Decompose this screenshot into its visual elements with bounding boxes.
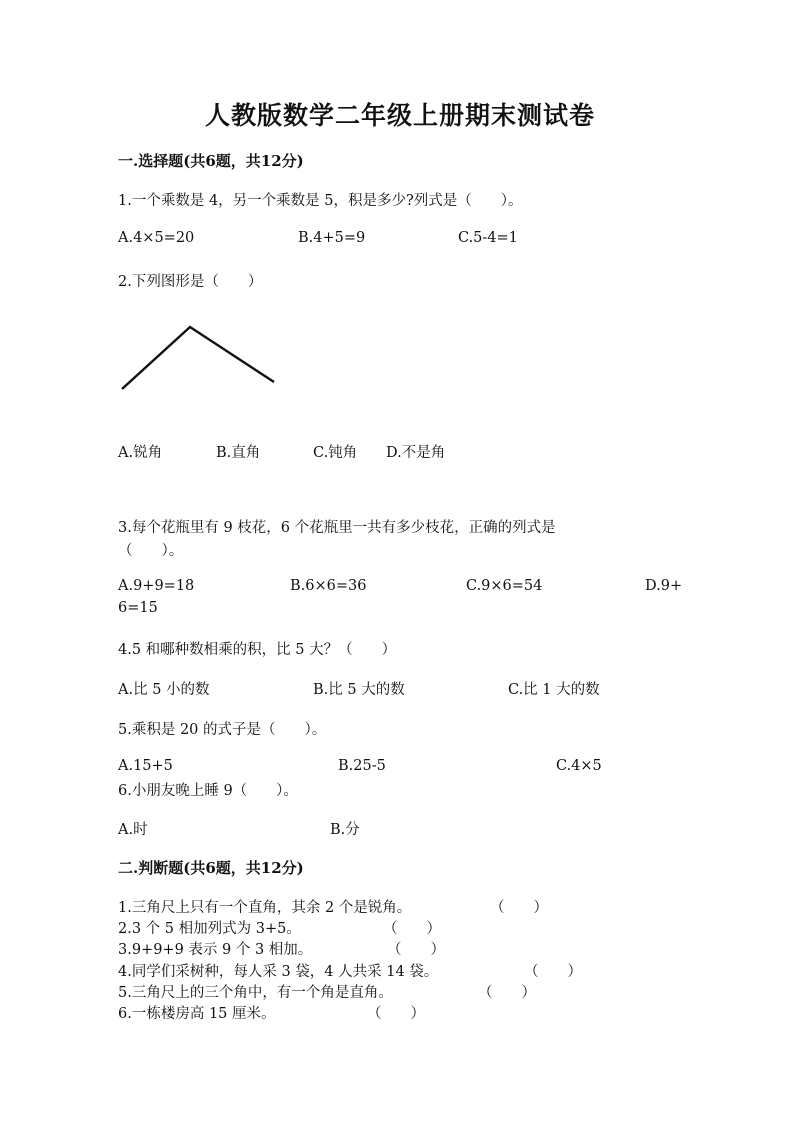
- q4-option-c: C.比 1 大的数: [508, 682, 600, 698]
- judgement-item: 5.三角尺上的三个角中，有一个角是直角。: [118, 985, 393, 1001]
- q6-option-a: A.时: [118, 822, 148, 838]
- answer-paren: （ ）: [524, 964, 582, 980]
- q5-option-c: C.4×5: [556, 758, 602, 774]
- q4-option-b: B.比 5 大的数: [313, 682, 405, 698]
- q2-option-d: D.不是角: [386, 445, 446, 461]
- angle-figure: [118, 322, 278, 394]
- answer-paren: （ ）: [387, 942, 445, 958]
- answer-paren: （ ）: [383, 921, 441, 937]
- q1-option-c: C.5-4=1: [458, 230, 518, 246]
- section-heading-choice: 一.选择题(共6题，共12分): [118, 152, 304, 170]
- judgement-item: 4.同学们采树种，每人采 3 袋，4 人共采 14 袋。: [118, 964, 439, 980]
- q2-option-a: A.锐角: [118, 445, 163, 461]
- question-3-line1: 3.每个花瓶里有 9 枝花，6 个花瓶里一共有多少枝花，正确的列式是: [118, 520, 556, 536]
- judgement-item: 6.一栋楼房高 15 厘米。: [118, 1006, 276, 1022]
- q4-option-a: A.比 5 小的数: [118, 682, 210, 698]
- q2-option-c: C.钝角: [313, 445, 358, 461]
- question-3-line2: （ ）。: [118, 543, 184, 559]
- judgement-item: 2.3 个 5 相加列式为 3+5。: [118, 921, 301, 937]
- q3-option-c: C.9×6=54: [466, 578, 543, 594]
- q1-option-b: B.4+5=9: [298, 230, 366, 246]
- question-1: 1.一个乘数是 4，另一个乘数是 5，积是多少?列式是（ ）。: [118, 193, 523, 209]
- q1-option-a: A.4×5=20: [118, 230, 195, 246]
- section-heading-judgement: 二.判断题(共6题，共12分): [118, 859, 304, 877]
- q3-option-d-line1: D.9+: [645, 578, 683, 594]
- question-6: 6.小朋友晚上睡 9（ ）。: [118, 783, 298, 799]
- answer-paren: （ ）: [478, 985, 536, 1001]
- question-5: 5.乘积是 20 的式子是（ ）。: [118, 722, 327, 738]
- question-2: 2.下列图形是（ ）: [118, 274, 263, 290]
- q3-option-a: A.9+9=18: [118, 578, 195, 594]
- q5-option-a: A.15+5: [118, 758, 173, 774]
- page-title: 人教版数学二年级上册期末测试卷: [204, 101, 595, 130]
- question-4: 4.5 和哪种数相乘的积，比 5 大？（ ）: [118, 642, 397, 658]
- judgement-item: 3.9+9+9 表示 9 个 3 相加。: [118, 942, 313, 958]
- q2-option-b: B.直角: [216, 445, 261, 461]
- answer-paren: （ ）: [490, 900, 548, 916]
- judgement-item: 1.三角尺上只有一个直角，其余 2 个是锐角。: [118, 900, 412, 916]
- q3-option-d-line2: 6=15: [118, 600, 158, 616]
- q6-option-b: B.分: [330, 822, 360, 838]
- q5-option-b: B.25-5: [338, 758, 386, 774]
- answer-paren: （ ）: [367, 1006, 425, 1022]
- q3-option-b: B.6×6=36: [290, 578, 367, 594]
